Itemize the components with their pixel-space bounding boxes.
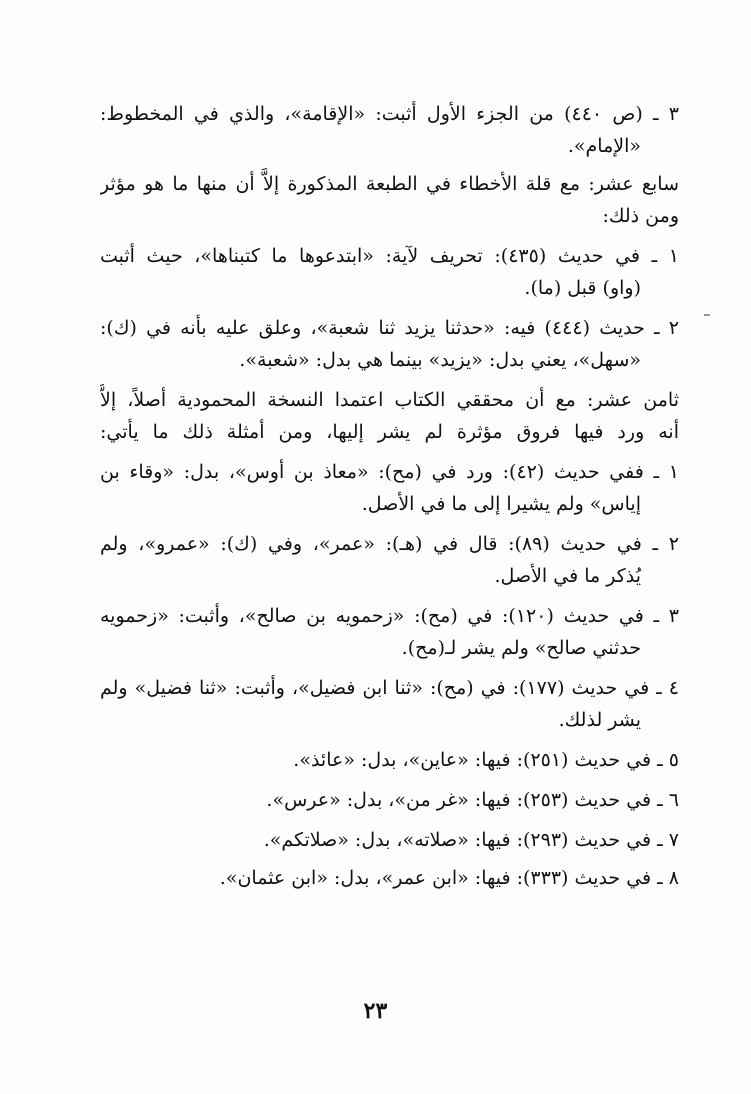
note-item xyxy=(100,98,679,162)
text-line: أنه ورد فيها فروق مؤثرة لم يشر إليها، ومن أمثلة ذلك ما يأتي: xyxy=(100,421,679,443)
text-line: «الإمام». xyxy=(567,135,641,157)
text-line: حدثني صالح» ولم يشر لـ(مح). xyxy=(401,637,641,659)
list-item xyxy=(100,672,679,736)
list-item xyxy=(100,240,679,304)
text-line: (واو) قبل (ما). xyxy=(524,277,641,299)
list-item xyxy=(100,744,679,776)
text-line: ٧ ـ في حديث (٢٩٣): فيها: «صلاته»، بدل: «صلاتكم». xyxy=(263,829,679,851)
text-line: ٥ ـ في حديث (٢٥١): فيها: «عاين»، بدل: «عائذ». xyxy=(293,749,679,771)
text-line: ومن ذلك: xyxy=(602,205,679,227)
text-line: ٣ ـ (ص ٤٤٠) من الجزء الأول أثبت: «الإقامة»، والذي في المخطوط: xyxy=(100,103,679,125)
text-line: سابع عشر: مع قلة الأخطاء في الطبعة المذكورة إلاَّ أن منها ما هو مؤثر xyxy=(100,173,679,195)
text-line: ١ ـ ففي حديث (٤٢): ورد في (مح): «معاذ بن أوس»، بدل: «وقاء بن xyxy=(100,461,679,483)
list-item xyxy=(100,456,679,520)
list-item xyxy=(100,312,679,376)
list-item xyxy=(100,824,679,856)
section-heading xyxy=(100,384,679,448)
text-line: يشر لذلك. xyxy=(558,709,641,731)
text-line: ٢ ـ في حديث (٨٩): قال في (هـ): «عمر»، وفي (ك): «عمرو»، ولم xyxy=(100,533,679,555)
list-item xyxy=(100,862,679,894)
text-line: ٤ ـ في حديث (١٧٧): في (مح): «ثنا ابن فضيل»، وأثبت: «ثنا فضيل» ولم xyxy=(100,677,679,699)
text-line: إياس» ولم يشيرا إلى ما في الأصل. xyxy=(361,493,641,515)
list-item xyxy=(100,784,679,816)
list-item xyxy=(100,528,679,592)
text-line: ٦ ـ في حديث (٢٥٣): فيها: «غر من»، بدل: «عرس». xyxy=(266,789,679,811)
list-item xyxy=(100,600,679,664)
text-line: ثامن عشر: مع أن محققي الكتاب اعتمدا النسخة المحمودية أصلاً، إلاَّ xyxy=(100,389,679,411)
scan-mark xyxy=(704,314,710,316)
text-line: ٨ ـ في حديث (٣٣٣): فيها: «ابن عمر»، بدل: «ابن عثمان». xyxy=(219,867,679,889)
text-line: ٣ ـ في حديث (١٢٠): في (مح): «زحمويه بن صالح»، وأثبت: «زحمويه xyxy=(100,605,679,627)
section-heading xyxy=(100,168,679,232)
text-line: ٢ ـ حديث (٤٤٤) فيه: «حدثنا يزيد ثنا شعبة»، وعلق عليه بأنه في (ك): xyxy=(100,317,679,339)
text-line: ١ ـ في حديث (٤٣٥): تحريف لآية: «ابتدعوها ما كتبناها»، حيث أثبت xyxy=(100,245,679,267)
text-line: «سهل»، يعني بدل: «يزيد» بينما هي بدل: «شعبة». xyxy=(239,349,641,371)
text-line: يُذكر ما في الأصل. xyxy=(494,565,641,587)
page-number: ٢٣ xyxy=(363,998,388,1024)
